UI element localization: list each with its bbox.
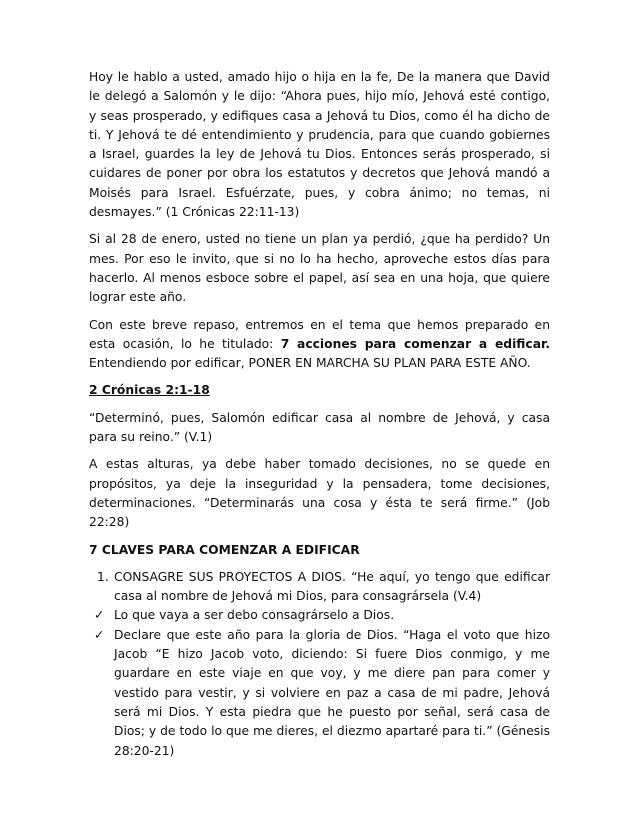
section-heading: 7 CLAVES PARA COMENZAR A EDIFICAR [89,542,360,557]
check-item-1 [89,606,550,625]
topic-text-end: Entendiendo por edificar, PONER EN MARCHA SU PLAN PARA ESTE AÑO. [89,356,531,371]
intro-paragraph: Hoy le hablo a usted, amado hijo o hija en la fe, De la manera que David le delegó a Salomón y le dijo: “Ahora pues, hijo mío, Jehová esté contigo, y seas prosperado, y edifiques casa a Jehová tu Dios, como él ha dicho de ti. Y Jehová te dé entendimiento y prudencia, para que cuando gobiernes a Israel, guardes la ley de Jehová tu Dios. Entonces serás prosperado, si cuidares de poner por obra los estatutos y decretos que Jehová mandó a Moisés para Israel. Esfuérzate, pues, y cobra ánimo; no temas, ni desmayes.” (1 Crónicas 22:11-13) [89,70,550,220]
check-item-text: Declare que este año para la gloria de Dios. “Haga el voto que hizo Jacob “E hizo Jacob voto, diciendo: Si fuere Dios conmigo, y me guardare en este viaje en que voy, y me diere pan para comer y vestido para vestir, y si volviere en paz a casa de mi padre, Jehová será mi Dios. Y esta piedra que he puesto por señal, será casa de Dios; y de todo lo que me dieres, el diezmo apartaré para ti.” (Génesis 28:20-21) [114,627,550,758]
topic-title: 7 acciones para comenzar a edificar. [280,336,550,351]
checkmark-icon: ✓ [94,608,105,623]
scripture-reference-heading: 2 Crónicas 2:1-18 [89,383,210,398]
topic-text-start: Con este breve repaso, entremos en el tema que hemos preparado en esta ocasión, lo he titulado: [89,317,550,351]
decision-paragraph: A estas alturas, ya debe haber tomado decisiones, no se quede en propósitos, ya deje la inseguridad y la pensadera, tome decisiones, determinaciones. “Determinarás una cosa y ésta te será firme.” (Job 22:28) [89,457,550,530]
check-item-text: Lo que vaya a ser debo consagrárselo a Dios. [114,608,395,623]
checkmark-icon: ✓ [94,627,105,642]
list-item-text: CONSAGRE SUS PROYECTOS A DIOS. “He aquí, yo tengo que edificar casa al nombre de Jehová mi Dios, para consagrársela (V.4) [114,569,550,604]
document-page [89,68,550,761]
list-number: 1. [97,569,109,584]
plan-paragraph: Si al 28 de enero, usted no tiene un plan ya perdió, ¿que ha perdido? Un mes. Por eso le invito, que si no lo ha hecho, aproveche estos días para hacerlo. Al menos esboce sobre el papel, así sea en una hoja, que quiere lograr este año. [89,232,550,305]
check-item-2 [89,626,550,761]
list-item-1 [89,568,550,607]
topic-paragraph [89,316,550,374]
scripture-quote: “Determinó, pues, Salomón edificar casa al nombre de Jehová, y casa para su reino.” (V.1) [89,410,550,445]
